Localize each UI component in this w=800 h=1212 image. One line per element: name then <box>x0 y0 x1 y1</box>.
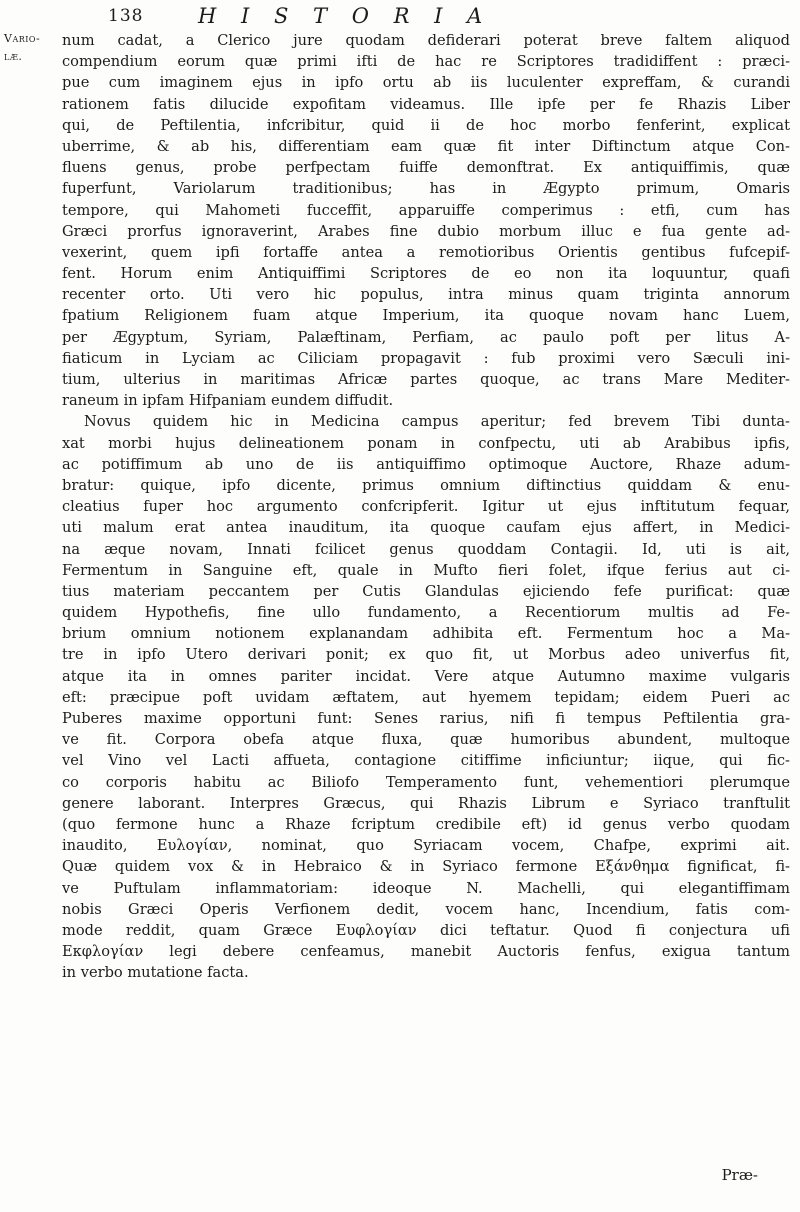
text-line: Quæ quidem vox & in Hebraico & in Syriaco fermone Εξάνθημα fignificat, fi- <box>62 858 790 876</box>
text-line: atque ita in omnes pariter incidat. Vere atque Autumno maxime vulgaris <box>62 667 790 685</box>
text-line: tempore, qui Mahometi fucceffit, apparuiffe comperimus : etfi, cum has <box>62 201 790 219</box>
margin-note-line: læ. <box>4 50 23 63</box>
text-line: Εκφλογίαν legi debere cenfeamus, manebit Auctoris fenfus, exigua tantum <box>62 943 790 961</box>
text-line: fuperfunt, Variolarum traditionibus; has in Ægypto primum, Omaris <box>62 180 790 198</box>
text-line: rationem fatis dilucide expofitam videamus. Ille ipfe per fe Rhazis Liber <box>62 95 790 113</box>
text-line: genere laborant. Interpres Græcus, qui Rhazis Librum e Syriaco tranftulit <box>62 794 790 812</box>
text-line: fent. Horum enim Antiquiffimi Scriptores de eo non ita loquuntur, quafi <box>62 265 790 283</box>
text-line: cleatius fuper hoc argumento confcripferit. Igitur ut ejus inftitutum fequar, <box>62 498 790 516</box>
text-line: Puberes maxime opportuni funt: Senes rarius, nifi fi tempus Peftilentia gra- <box>62 710 790 727</box>
text-line: vel Vino vel Lacti affueta, contagione citiffime inficiuntur; iique, qui fic- <box>62 752 790 770</box>
text-line: compendium eorum quæ primi ifti de hac re Scriptores tradidiffent : præci- <box>62 53 790 71</box>
text-line: ve fit. Corpora obefa atque fluxa, quæ humoribus abundent, multoque <box>62 731 790 749</box>
text-line: uti malum erat antea inauditum, ita quoque caufam ejus affert, in Medici- <box>62 519 790 537</box>
text-line: raneum in ipfam Hifpaniam eundem diffudit. <box>62 392 394 410</box>
margin-note-line: Vario- <box>4 32 41 45</box>
text-line: co corporis habitu ac Biliofo Temperamento funt, vehementiori plerumque <box>62 773 790 791</box>
catchword: Præ- <box>721 1166 758 1184</box>
page-number: 138 <box>108 6 144 26</box>
text-line: inaudito, Ευλογίαν, nominat, quo Syriacam vocem, Chafpe, exprimi ait. <box>62 837 790 855</box>
text-line: Græci prorfus ignoraverint, Arabes fine dubio morbum illuc e fua gente ad- <box>62 222 790 240</box>
text-line: fpatium Religionem fuam atque Imperium, ita quoque novam hanc Luem, <box>62 307 790 325</box>
text-line: num cadat, a Clerico jure quodam defiderari poterat breve faltem aliquod <box>62 32 790 49</box>
text-line: qui, de Peftilentia, infcribitur, quid ii de hoc morbo fenferint, explicat <box>62 116 790 134</box>
text-line: eft: præcipue poft uvidam æftatem, aut hyemem tepidam; eidem Pueri ac <box>62 688 790 706</box>
text-line: Fermentum in Sanguine eft, quale in Mufto fieri folet, ifque ferius aut ci- <box>62 561 790 579</box>
running-title: H I S T O R I A <box>198 4 492 28</box>
text-line: fiaticum in Lyciam ac Ciliciam propagavit : fub proximi vero Sæculi ini- <box>62 349 790 367</box>
paragraph-start-line: Novus quidem hic in Medicina campus aperitur; fed brevem Tibi dunta- <box>84 413 790 431</box>
text-line: bratur: quique, ipfo dicente, primus omnium diftinctius quiddam & enu- <box>62 476 790 494</box>
text-line: tre in ipfo Utero derivari ponit; ex quo fit, ut Morbus adeo univerfus fit, <box>62 646 790 664</box>
text-line: mode reddit, quam Græce Ευφλογίαν dici teftatur. Quod fi conjectura ufi <box>62 921 790 939</box>
text-line: ac potiffimum ab uno de iis antiquiffimo optimoque Auctore, Rhaze adum- <box>62 455 790 473</box>
text-line: quidem Hypothefis, fine ullo fundamento, a Recentiorum multis ad Fe- <box>62 604 790 622</box>
text-line: brium omnium notionem explanandam adhibita eft. Fermentum hoc a Ma- <box>62 625 790 643</box>
text-line: tium, ulterius in maritimas Africæ partes quoque, ac trans Mare Mediter- <box>62 371 790 388</box>
text-line: pue cum imaginem ejus in ipfo ortu ab iis luculenter expreffam, & curandi <box>62 74 790 92</box>
text-line: xat morbi hujus delineationem ponam in confpectu, uti ab Arabibus ipfis, <box>62 434 790 452</box>
margin-note <box>4 30 58 66</box>
text-line: (quo fermone hunc a Rhaze fcriptum credibile eft) id genus verbo quodam <box>62 815 790 833</box>
text-line: fluens genus, probe perfpectam fuiffe demonftrat. Ex antiquiffimis, quæ <box>62 159 790 177</box>
text-line: na æque novam, Innati fcilicet genus quoddam Contagii. Id, uti is ait, <box>62 540 790 558</box>
text-line: per Ægyptum, Syriam, Palæftinam, Perfiam, ac paulo poft per litus A- <box>62 328 790 346</box>
text-line: recenter orto. Uti vero hic populus, intra minus quam triginta annorum <box>62 286 790 304</box>
body-text <box>62 30 790 983</box>
text-line: ve Puftulam inflammatoriam: ideoque N. Machelli, qui elegantiffimam <box>62 879 790 897</box>
text-line: tius materiam peccantem per Cutis Glandulas ejiciendo fefe purificat: quæ <box>62 582 790 600</box>
text-line: in verbo mutatione facta. <box>62 964 249 982</box>
text-line: uberrime, & ab his, differentiam eam quæ fit inter Diftinctum atque Con- <box>62 137 790 155</box>
text-line: vexerint, quem ipfi fortaffe antea a remotioribus Orientis gentibus fufcepif- <box>62 243 790 261</box>
text-line: nobis Græci Operis Verfionem dedit, vocem hanc, Incendium, fatis com- <box>62 900 790 918</box>
